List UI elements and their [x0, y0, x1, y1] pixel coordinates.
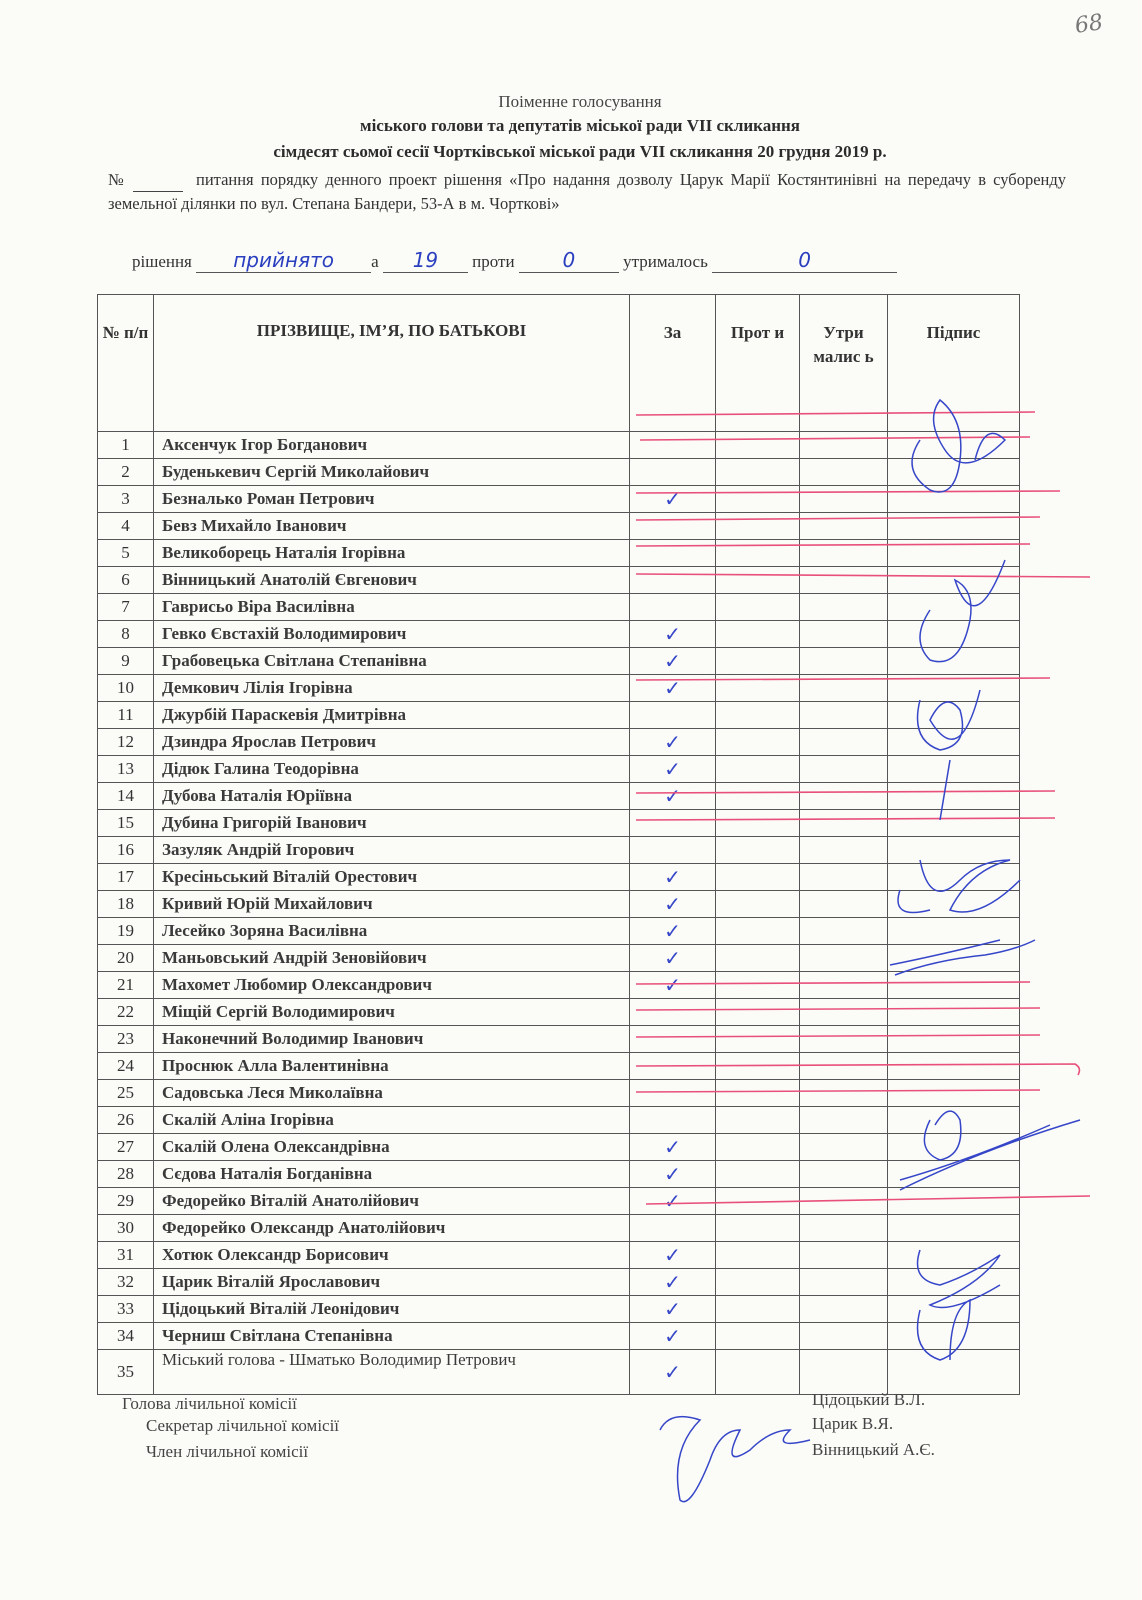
row-number: 20: [98, 945, 154, 972]
abstain-label: утрималось: [623, 252, 708, 271]
commission-secretary-name: Царик В.Я.: [812, 1414, 894, 1433]
vote-for-mark: ✓: [630, 864, 716, 891]
deputy-name: Сєдова Наталія Богданівна: [154, 1161, 630, 1188]
commission-secretary-label: Секретар лічильної комісії: [146, 1416, 340, 1435]
deputy-name: Буденькевич Сергій Миколайович: [154, 459, 630, 486]
session-line: сімдесят сьомої сесії Чортківської міської ради VII скликання 20 грудня 2019 р.: [273, 142, 887, 161]
row-number: 25: [98, 1080, 154, 1107]
vote-for-mark: ✓: [630, 783, 716, 810]
vote-for-mark: ✓: [630, 918, 716, 945]
vote-for-mark: ✓: [630, 1134, 716, 1161]
row-number: 31: [98, 1242, 154, 1269]
question-text: питання порядку денного проект рішення «Про надання дозволу Царук Марії Костянтинівні на передачу в суборенду земельної ділянки по вул. Степана Бандери, 53-А в м. Чорткові»: [108, 170, 1067, 213]
vote-for-mark: ✓: [630, 756, 716, 783]
deputy-name: Садовська Леся Миколаївна: [154, 1080, 630, 1107]
against-count: 0: [519, 248, 619, 273]
row-number: 1: [98, 432, 154, 459]
header-num: № п/п: [98, 295, 154, 432]
vote-for-mark: ✓: [630, 1188, 716, 1215]
deputy-name: Міщій Сергій Володимирович: [154, 999, 630, 1026]
signature-scribbles: [660, 400, 1080, 1502]
row-number: 26: [98, 1107, 154, 1134]
vote-for-mark: ✓: [630, 972, 716, 999]
row-number: 10: [98, 675, 154, 702]
question-number-label: №: [108, 170, 127, 189]
for-label: а: [371, 252, 379, 271]
vote-for-mark: ✓: [630, 648, 716, 675]
deputy-name: Великоборець Наталія Ігорівна: [154, 540, 630, 567]
row-number: 4: [98, 513, 154, 540]
row-number: 32: [98, 1269, 154, 1296]
commission-chair-label: Голова лічильної комісії: [122, 1394, 297, 1413]
deputy-name: Наконечний Володимир Іванович: [154, 1026, 630, 1053]
deputy-name: Проснюк Алла Валентинівна: [154, 1053, 630, 1080]
row-number: 14: [98, 783, 154, 810]
row-number: 24: [98, 1053, 154, 1080]
row-number: 22: [98, 999, 154, 1026]
row-number: 34: [98, 1323, 154, 1350]
vote-for-mark: ✓: [630, 891, 716, 918]
row-number: 29: [98, 1188, 154, 1215]
row-number: 6: [98, 567, 154, 594]
deputy-name: Дубова Наталія Юріївна: [154, 783, 630, 810]
vote-for-mark: ✓: [630, 486, 716, 513]
deputy-name: Федорейко Віталій Анатолійович: [154, 1188, 630, 1215]
vote-for-mark: ✓: [630, 945, 716, 972]
deputy-name: Демкович Лілія Ігорівна: [154, 675, 630, 702]
row-number: 17: [98, 864, 154, 891]
deputy-name: Маньовський Андрій Зеновійович: [154, 945, 630, 972]
row-number: 7: [98, 594, 154, 621]
strike-lines: [636, 412, 1090, 1204]
deputy-name: Царик Віталій Ярославович: [154, 1269, 630, 1296]
row-number: 27: [98, 1134, 154, 1161]
row-number: 28: [98, 1161, 154, 1188]
vote-for-mark: ✓: [630, 729, 716, 756]
deputy-name: Джурбій Параскевія Дмитрівна: [154, 702, 630, 729]
header-abstain: Утри малис ь: [800, 295, 888, 432]
row-number: 3: [98, 486, 154, 513]
deputy-name: Хотюк Олександр Борисович: [154, 1242, 630, 1269]
header-signature: Підпис: [888, 295, 1020, 432]
deputy-name: Зазуляк Андрій Ігорович: [154, 837, 630, 864]
commission-member-label: Член лічильної комісії: [146, 1442, 309, 1461]
vote-for-mark: ✓: [630, 1323, 716, 1350]
deputy-name: Черниш Світлана Степанівна: [154, 1323, 630, 1350]
deputy-name: Скалій Олена Олександрівна: [154, 1134, 630, 1161]
document-title: Поіменне голосування: [498, 92, 662, 111]
row-number: 30: [98, 1215, 154, 1242]
deputy-name: Міський голова - Шматько Володимир Петрович: [154, 1350, 630, 1395]
deputy-name: Дубина Григорій Іванович: [154, 810, 630, 837]
deputy-name: Махомет Любомир Олександрович: [154, 972, 630, 999]
commission-chair-name: Цідоцький В.Л.: [812, 1390, 926, 1409]
deputy-name: Аксенчук Ігор Богданович: [154, 432, 630, 459]
header-against: Прот и: [716, 295, 800, 432]
abstain-count: 0: [712, 248, 897, 273]
deputy-name: Гевко Євстахій Володимирович: [154, 621, 630, 648]
deputy-name: Вінницький Анатолій Євгенович: [154, 567, 630, 594]
document-subtitle: міського голови та депутатів міської ради VII скликання: [360, 116, 800, 135]
deputy-name: Кресіньський Віталій Орестович: [154, 864, 630, 891]
vote-for-mark: ✓: [630, 1296, 716, 1323]
row-number: 19: [98, 918, 154, 945]
deputy-name: Бевз Михайло Іванович: [154, 513, 630, 540]
row-number: 16: [98, 837, 154, 864]
row-number: 15: [98, 810, 154, 837]
deputy-name: Кривий Юрій Михайлович: [154, 891, 630, 918]
deputy-name: Федорейко Олександр Анатолійович: [154, 1215, 630, 1242]
vote-for-mark: ✓: [630, 675, 716, 702]
deputy-name: Дзиндра Ярослав Петрович: [154, 729, 630, 756]
row-number: 5: [98, 540, 154, 567]
row-number: 21: [98, 972, 154, 999]
deputy-name: Цідоцький Віталій Леонідович: [154, 1296, 630, 1323]
row-number: 18: [98, 891, 154, 918]
commission-member-name: Вінницький А.Є.: [812, 1440, 935, 1459]
row-number: 33: [98, 1296, 154, 1323]
decision-label: рішення: [132, 252, 192, 271]
row-number: 23: [98, 1026, 154, 1053]
row-number: 2: [98, 459, 154, 486]
vote-for-mark: ✓: [630, 621, 716, 648]
vote-for-mark: ✓: [630, 1242, 716, 1269]
vote-for-mark: ✓: [630, 1269, 716, 1296]
decision-value: прийнято: [196, 248, 371, 273]
header-name: ПРІЗВИЩЕ, ІМ’Я, ПО БАТЬКОВІ: [154, 295, 630, 432]
deputy-name: Дідюк Галина Теодорівна: [154, 756, 630, 783]
deputy-name: Грабовецька Світлана Степанівна: [154, 648, 630, 675]
for-count: 19: [383, 248, 468, 273]
row-number: 9: [98, 648, 154, 675]
deputy-name: Скалій Аліна Ігорівна: [154, 1107, 630, 1134]
row-number: 12: [98, 729, 154, 756]
row-number: 13: [98, 756, 154, 783]
deputy-name: Гаврисьо Віра Василівна: [154, 594, 630, 621]
header-for: За: [630, 295, 716, 432]
against-label: проти: [472, 252, 515, 271]
row-number: 11: [98, 702, 154, 729]
deputy-name: Безналько Роман Петрович: [154, 486, 630, 513]
row-number: 8: [98, 621, 154, 648]
page-number: 68: [1073, 10, 1105, 39]
vote-for-mark: ✓: [630, 1350, 716, 1395]
row-number: 35: [98, 1350, 154, 1395]
deputy-name: Лесейко Зоряна Василівна: [154, 918, 630, 945]
vote-for-mark: ✓: [630, 1161, 716, 1188]
